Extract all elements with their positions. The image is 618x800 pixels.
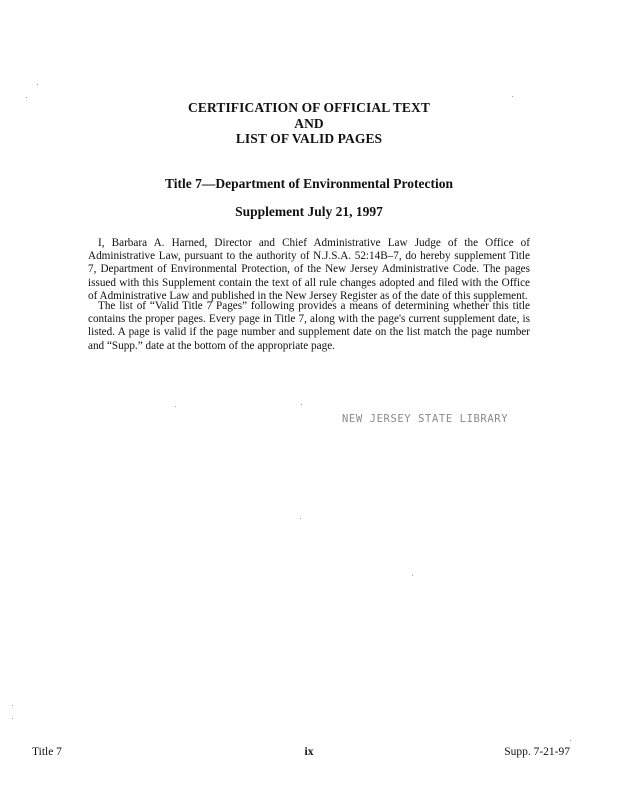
- scan-speck: [300, 518, 301, 519]
- footer-page-number: ix: [304, 746, 314, 758]
- certification-heading: [0, 100, 618, 147]
- heading-line-1: CERTIFICATION OF OFFICIAL TEXT: [188, 100, 430, 115]
- heading-line-2: AND: [294, 115, 324, 131]
- supplement-date-line: Supplement July 21, 1997: [235, 204, 383, 219]
- scan-speck: [37, 84, 38, 85]
- footer-title: Title 7: [32, 746, 62, 758]
- title-line: Title 7—Department of Environmental Protection: [165, 176, 453, 191]
- scan-speck: [570, 740, 571, 741]
- heading-line-3: LIST OF VALID PAGES: [235, 131, 383, 146]
- library-stamp: NEW JERSEY STATE LIBRARY: [342, 413, 509, 425]
- scan-speck: [301, 404, 302, 405]
- certification-paragraph: I, Barbara A. Harned, Director and Chief Administrative Law Judge of the Office of Administrative Law, pursuant to the authority of N.J.S.A. 52:14B–7, do hereby supplement Title 7, Department of Environmental Protection, of the New Jersey Administrative Code. The pages issued with this Supplement contain the text of all rule changes adopted and filed with the Office of Administrative Law and published in the New Jersey Register as of the date of this supplement.: [88, 237, 530, 302]
- scan-speck: [26, 97, 27, 98]
- valid-pages-paragraph: The list of “Valid Title 7 Pages” following provides a means of determining whether this title contains the proper pages. Every page in Title 7, along with the page's current supplement date, is listed. A page is valid if the page number and supplement date on the list match the page number and “Supp.” date at the bottom of the appropriate page.: [88, 300, 530, 352]
- scan-speck: [512, 96, 513, 97]
- scan-speck: [12, 718, 13, 719]
- scan-speck: [12, 705, 13, 706]
- scan-speck: [175, 406, 176, 407]
- scan-speck: [412, 575, 413, 576]
- footer-supplement: Supp. 7-21-97: [504, 746, 570, 758]
